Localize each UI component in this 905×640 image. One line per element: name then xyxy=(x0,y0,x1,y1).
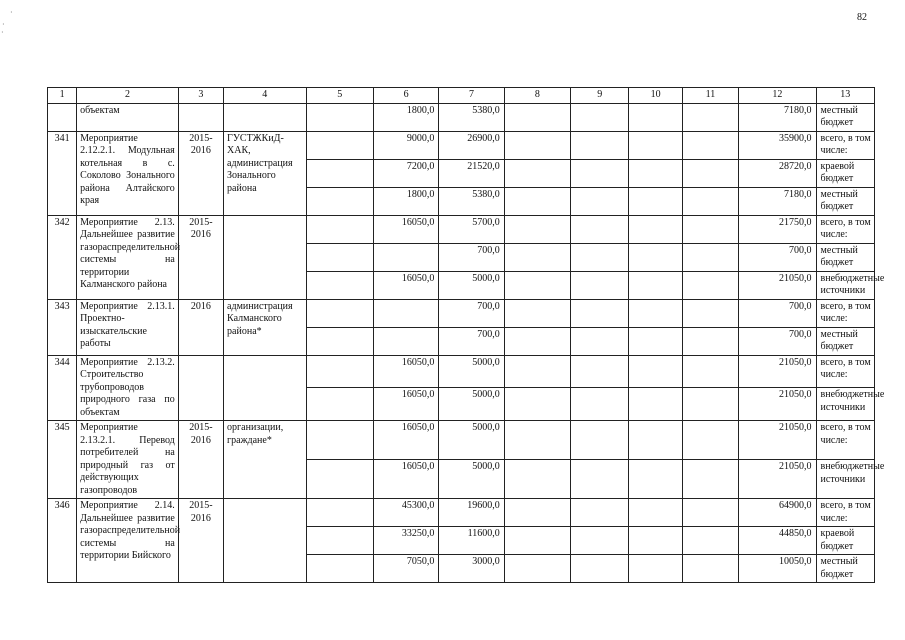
col5-cell xyxy=(306,527,373,555)
table-row xyxy=(48,103,875,131)
col11-cell xyxy=(682,355,738,388)
col10-cell xyxy=(629,421,682,460)
col9-cell xyxy=(571,527,629,555)
col11-cell xyxy=(682,159,738,187)
value-col6: 9000,0 xyxy=(373,131,438,159)
funding-source: внебюджетные источники xyxy=(816,271,874,299)
col9-cell xyxy=(571,499,629,527)
col8-cell xyxy=(504,243,570,271)
funding-source: внебюджетные источники xyxy=(816,460,874,499)
col5-cell xyxy=(306,355,373,388)
executor-cell xyxy=(224,355,306,421)
col10-cell xyxy=(629,187,682,215)
row-number-cell: 346 xyxy=(48,499,77,583)
total-col12: 44850,0 xyxy=(739,527,816,555)
col10-cell xyxy=(629,131,682,159)
value-col6: 16050,0 xyxy=(373,421,438,460)
continuation-text: объектам xyxy=(77,103,179,131)
col9-cell xyxy=(571,187,629,215)
col8-cell xyxy=(504,460,570,499)
col11-cell xyxy=(682,215,738,243)
col9-cell xyxy=(571,460,629,499)
executor-cell: ГУСТЖКиД-ХАК, администрация Зонального района xyxy=(224,131,306,215)
corner-mark: · xyxy=(10,8,13,17)
col9-cell xyxy=(571,159,629,187)
col10-cell xyxy=(629,243,682,271)
value-col7: 3000,0 xyxy=(439,555,504,583)
column-header: 7 xyxy=(439,88,504,104)
value-col7: 21520,0 xyxy=(439,159,504,187)
col5-cell xyxy=(306,103,373,131)
funding-source: краевой бюджет xyxy=(816,527,874,555)
col10-cell xyxy=(629,299,682,327)
col8-cell xyxy=(504,159,570,187)
col5-cell xyxy=(306,271,373,299)
column-header: 1 xyxy=(48,88,77,104)
executor-cell xyxy=(224,103,306,131)
col8-cell xyxy=(504,388,570,421)
row-number-cell: 341 xyxy=(48,131,77,215)
col10-cell xyxy=(629,271,682,299)
col5-cell xyxy=(306,499,373,527)
col5-cell xyxy=(306,243,373,271)
corner-mark: · xyxy=(1,28,4,37)
value-col6: 16050,0 xyxy=(373,355,438,388)
col11-cell xyxy=(682,271,738,299)
col11-cell xyxy=(682,299,738,327)
col9-cell xyxy=(571,388,629,421)
col5-cell xyxy=(306,460,373,499)
executor-cell: администрация Калманского района* xyxy=(224,299,306,355)
column-header: 10 xyxy=(629,88,682,104)
total-col12: 21050,0 xyxy=(739,271,816,299)
funding-source: местный бюджет xyxy=(816,103,874,131)
col11-cell xyxy=(682,388,738,421)
col10-cell xyxy=(629,215,682,243)
col9-cell xyxy=(571,103,629,131)
col8-cell xyxy=(504,527,570,555)
value-col7: 700,0 xyxy=(439,299,504,327)
total-col12: 21050,0 xyxy=(739,460,816,499)
funding-source: всего, в том числе: xyxy=(816,355,874,388)
col9-cell xyxy=(571,421,629,460)
executor-cell xyxy=(224,215,306,299)
total-col12: 10050,0 xyxy=(739,555,816,583)
column-header: 8 xyxy=(504,88,570,104)
col10-cell xyxy=(629,103,682,131)
col11-cell xyxy=(682,527,738,555)
row-number-cell: 345 xyxy=(48,421,77,499)
value-col6: 7200,0 xyxy=(373,159,438,187)
value-col6: 45300,0 xyxy=(373,499,438,527)
funding-source: всего, в том числе: xyxy=(816,499,874,527)
funding-source: внебюджетные источники xyxy=(816,388,874,421)
executor-cell xyxy=(224,499,306,583)
col10-cell xyxy=(629,527,682,555)
value-col6: 7050,0 xyxy=(373,555,438,583)
col9-cell xyxy=(571,271,629,299)
total-col12: 700,0 xyxy=(739,299,816,327)
col5-cell xyxy=(306,555,373,583)
table-row xyxy=(48,215,875,243)
col8-cell xyxy=(504,327,570,355)
col11-cell xyxy=(682,103,738,131)
total-col12: 35900,0 xyxy=(739,131,816,159)
col9-cell xyxy=(571,243,629,271)
col5-cell xyxy=(306,159,373,187)
total-col12: 21050,0 xyxy=(739,355,816,388)
value-col7: 19600,0 xyxy=(439,499,504,527)
column-header: 5 xyxy=(306,88,373,104)
column-header: 12 xyxy=(739,88,816,104)
value-col7: 5000,0 xyxy=(439,460,504,499)
total-col12: 700,0 xyxy=(739,243,816,271)
funding-source: местный бюджет xyxy=(816,555,874,583)
col11-cell xyxy=(682,327,738,355)
col9-cell xyxy=(571,299,629,327)
col5-cell xyxy=(306,421,373,460)
column-header: 11 xyxy=(682,88,738,104)
value-col7: 26900,0 xyxy=(439,131,504,159)
col10-cell xyxy=(629,460,682,499)
col8-cell xyxy=(504,421,570,460)
table-row xyxy=(48,499,875,527)
row-number-cell: 342 xyxy=(48,215,77,299)
year-cell xyxy=(178,355,223,421)
col9-cell xyxy=(571,215,629,243)
value-col7: 700,0 xyxy=(439,327,504,355)
value-col6: 33250,0 xyxy=(373,527,438,555)
column-header: 2 xyxy=(77,88,179,104)
table-row xyxy=(48,131,875,159)
col9-cell xyxy=(571,555,629,583)
table-row xyxy=(48,355,875,388)
table-row xyxy=(48,421,875,460)
value-col7: 5000,0 xyxy=(439,271,504,299)
col8-cell xyxy=(504,131,570,159)
funding-source: местный бюджет xyxy=(816,327,874,355)
col10-cell xyxy=(629,555,682,583)
col10-cell xyxy=(629,159,682,187)
column-header: 4 xyxy=(224,88,306,104)
budget-table xyxy=(47,87,885,583)
col10-cell xyxy=(629,388,682,421)
value-col6: 16050,0 xyxy=(373,460,438,499)
value-col6: 1800,0 xyxy=(373,103,438,131)
value-col6 xyxy=(373,299,438,327)
value-col6 xyxy=(373,327,438,355)
col8-cell xyxy=(504,499,570,527)
col11-cell xyxy=(682,555,738,583)
measure-name-cell: Мероприятие 2.13.2. Строительство трубопроводов природного газа по объектам xyxy=(77,355,179,421)
value-col6 xyxy=(373,243,438,271)
funding-source: всего, в том числе: xyxy=(816,215,874,243)
col11-cell xyxy=(682,131,738,159)
col8-cell xyxy=(504,103,570,131)
measure-name-cell: Мероприятие 2.13.2.1. Перевод потребителей на природный газ от действующих газопроводов xyxy=(77,421,179,499)
col9-cell xyxy=(571,327,629,355)
corner-mark: · xyxy=(2,20,5,29)
col11-cell xyxy=(682,243,738,271)
total-col12: 21050,0 xyxy=(739,388,816,421)
col8-cell xyxy=(504,215,570,243)
total-col12: 700,0 xyxy=(739,327,816,355)
value-col7: 5380,0 xyxy=(439,187,504,215)
col11-cell xyxy=(682,187,738,215)
page-number: 82 xyxy=(857,12,867,23)
funding-source: местный бюджет xyxy=(816,243,874,271)
col10-cell xyxy=(629,355,682,388)
col5-cell xyxy=(306,215,373,243)
year-cell: 2015-2016 xyxy=(178,499,223,583)
value-col7: 11600,0 xyxy=(439,527,504,555)
year-cell xyxy=(178,103,223,131)
value-col7: 5000,0 xyxy=(439,388,504,421)
col9-cell xyxy=(571,131,629,159)
funding-source: всего, в том числе: xyxy=(816,131,874,159)
row-number-cell xyxy=(48,103,77,131)
value-col6: 1800,0 xyxy=(373,187,438,215)
value-col7: 5000,0 xyxy=(439,421,504,460)
value-col7: 5700,0 xyxy=(439,215,504,243)
col8-cell xyxy=(504,299,570,327)
value-col6: 16050,0 xyxy=(373,388,438,421)
column-header: 9 xyxy=(571,88,629,104)
total-col12: 21750,0 xyxy=(739,215,816,243)
year-cell: 2015-2016 xyxy=(178,215,223,299)
funding-source: всего, в том числе: xyxy=(816,299,874,327)
col11-cell xyxy=(682,460,738,499)
col5-cell xyxy=(306,131,373,159)
col5-cell xyxy=(306,187,373,215)
col8-cell xyxy=(504,555,570,583)
value-col6: 16050,0 xyxy=(373,215,438,243)
col9-cell xyxy=(571,355,629,388)
column-header: 13 xyxy=(816,88,874,104)
year-cell: 2015-2016 xyxy=(178,131,223,215)
value-col7: 5000,0 xyxy=(439,355,504,388)
col10-cell xyxy=(629,499,682,527)
col8-cell xyxy=(504,271,570,299)
header-row xyxy=(48,88,875,104)
value-col7: 700,0 xyxy=(439,243,504,271)
col8-cell xyxy=(504,355,570,388)
funding-source: краевой бюджет xyxy=(816,159,874,187)
measure-name-cell: Мероприятие 2.13.1. Проектно-изыскательские работы xyxy=(77,299,179,355)
row-number-cell: 343 xyxy=(48,299,77,355)
executor-cell: организации, граждане* xyxy=(224,421,306,499)
measure-name-cell: Мероприятие 2.13. Дальнейшее развитие газораспределительной системы на территории Калманского района xyxy=(77,215,179,299)
col5-cell xyxy=(306,388,373,421)
col11-cell xyxy=(682,421,738,460)
column-header: 6 xyxy=(373,88,438,104)
row-number-cell: 344 xyxy=(48,355,77,421)
year-cell: 2016 xyxy=(178,299,223,355)
measure-name-cell: Мероприятие 2.14. Дальнейшее развитие газораспределительной системы на территории Бийского xyxy=(77,499,179,583)
col5-cell xyxy=(306,327,373,355)
total-col12: 7180,0 xyxy=(739,187,816,215)
column-header: 3 xyxy=(178,88,223,104)
year-cell: 2015-2016 xyxy=(178,421,223,499)
total-col12: 21050,0 xyxy=(739,421,816,460)
col10-cell xyxy=(629,327,682,355)
table-body xyxy=(48,103,885,583)
table-row xyxy=(48,299,875,327)
total-col12: 28720,0 xyxy=(739,159,816,187)
total-col12: 7180,0 xyxy=(739,103,816,131)
col8-cell xyxy=(504,187,570,215)
value-col7: 5380,0 xyxy=(439,103,504,131)
total-col12: 64900,0 xyxy=(739,499,816,527)
col5-cell xyxy=(306,299,373,327)
funding-source: местный бюджет xyxy=(816,187,874,215)
measure-name-cell: Мероприятие 2.12.2.1. Модульная котельная в с. Соколово Зонального района Алтайского края xyxy=(77,131,179,215)
funding-source: всего, в том числе: xyxy=(816,421,874,460)
col11-cell xyxy=(682,499,738,527)
value-col6: 16050,0 xyxy=(373,271,438,299)
